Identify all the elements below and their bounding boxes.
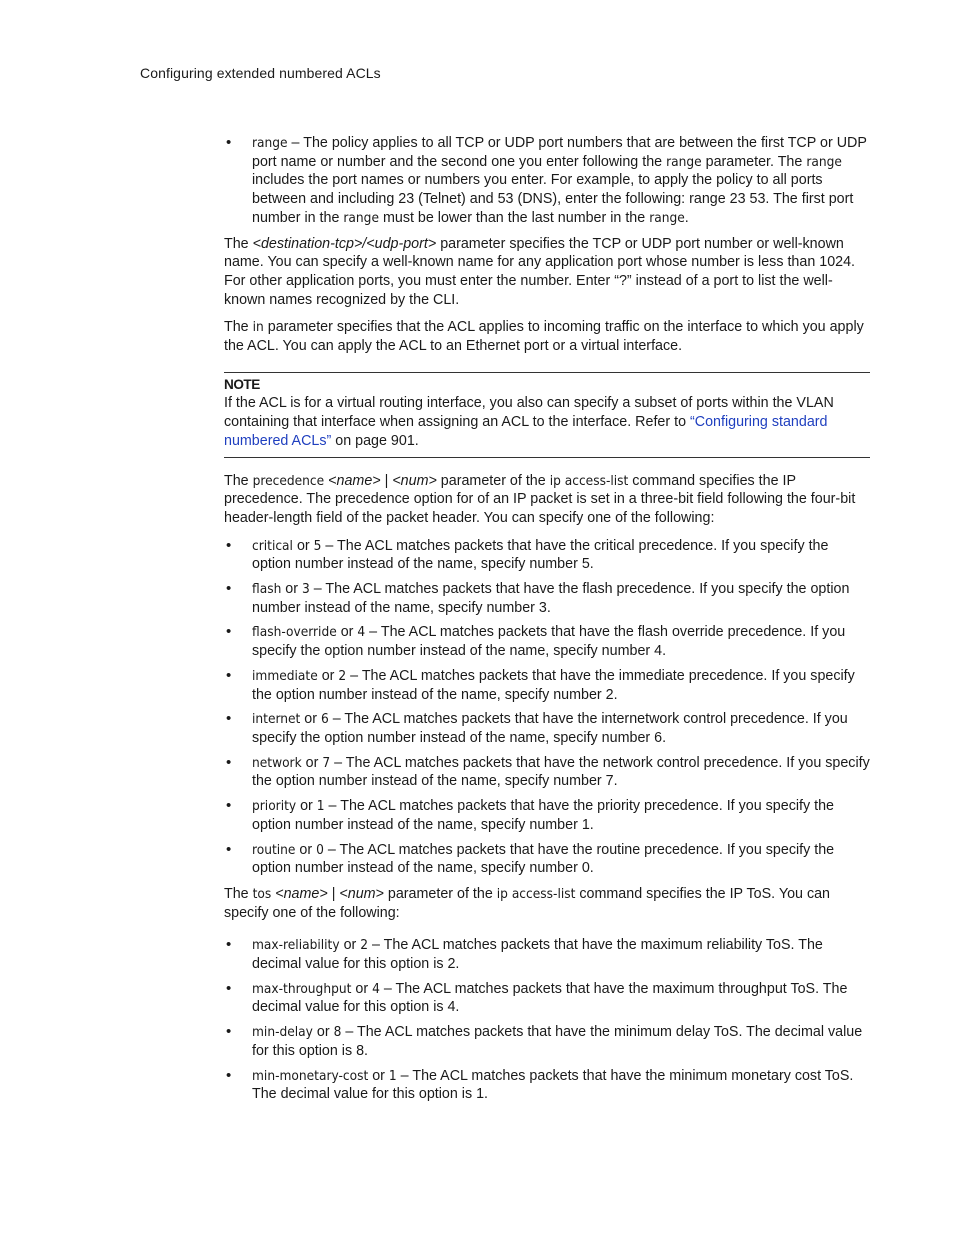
text: must be lower than the last number in the xyxy=(378,209,650,226)
bullet-icon: • xyxy=(226,936,232,954)
list-item xyxy=(224,797,870,834)
list-item xyxy=(224,710,870,747)
note-text xyxy=(224,394,870,450)
keyword: ip access-list xyxy=(549,472,629,489)
option-number: 6 xyxy=(321,711,329,728)
keyword: tos xyxy=(252,885,272,902)
keyword: range xyxy=(343,209,379,226)
text: The xyxy=(224,319,253,336)
keyword: range xyxy=(806,153,842,170)
option-number: 8 xyxy=(333,1024,342,1041)
bullet-icon: • xyxy=(226,666,232,684)
keyword: flash xyxy=(252,581,282,598)
text: or xyxy=(292,537,314,554)
note-box xyxy=(224,372,870,458)
text: . xyxy=(684,209,689,226)
bullet-icon: • xyxy=(226,1023,232,1041)
text: parameter of the xyxy=(383,885,497,902)
option-number: 7 xyxy=(322,754,331,771)
keyword: min-monetary-cost xyxy=(252,1067,369,1084)
text: or xyxy=(339,937,361,954)
variable: <num> xyxy=(339,885,384,902)
text: The xyxy=(224,235,253,252)
option-number: 2 xyxy=(338,667,347,684)
text: – The ACL matches packets that have the maximum reliability ToS. The decimal value for this option is 2. xyxy=(252,937,823,973)
keyword: precedence xyxy=(252,472,325,489)
text: parameter specifies the TCP or UDP port number or well-known name. You can specify a well-known name for any application port whose number is less than 1024. For other application ports, you must enter the number. Enter “?” instead of a port to list the well-known names recognized by the CLI. xyxy=(224,235,856,308)
text: – The ACL matches packets that have the critical precedence. If you specify the option number instead of the name, specify number 5. xyxy=(252,537,829,573)
variable: <num> xyxy=(392,472,437,489)
text: includes the port names or numbers you enter. For example, to apply the policy to all ports between and including 23 (Telnet) and 53 (DNS), enter the following: range 23 53. The first port number in the xyxy=(252,172,854,226)
list-item xyxy=(224,936,870,973)
text: command specifies the IP precedence. The precedence option for of an IP packet is set in a three-bit field following the four-bit header-length field of the packet header. You can specify one of the following: xyxy=(224,472,856,526)
keyword: max-reliability xyxy=(252,937,340,954)
text: – The ACL matches packets that have the immediate precedence. If you specify the option number instead of the name, specify number 2. xyxy=(252,667,855,703)
list-item xyxy=(224,134,870,228)
option-number: 3 xyxy=(302,581,310,598)
keyword: range xyxy=(252,135,288,151)
page-body xyxy=(224,134,870,1111)
paragraph-tos xyxy=(224,885,870,922)
text: or xyxy=(300,711,321,728)
keyword: range xyxy=(649,209,685,226)
text: – The ACL matches packets that have the minimum delay ToS. The decimal value for this option is 8. xyxy=(252,1024,863,1059)
option-number: 1 xyxy=(316,798,325,815)
text: parameter of the xyxy=(436,472,550,489)
text: command specifies the IP ToS. You can specify one of the following: xyxy=(224,885,830,921)
text: – The ACL matches packets that have the routine precedence. If you specify the option number instead of the name, specify number 0. xyxy=(252,841,835,877)
bullet-icon: • xyxy=(226,710,232,728)
keyword: network xyxy=(252,754,302,771)
paragraph-destination xyxy=(224,235,870,310)
list-item xyxy=(224,841,870,878)
option-number: 0 xyxy=(316,841,324,858)
list-item xyxy=(224,980,870,1017)
text: The xyxy=(224,885,253,902)
text: | xyxy=(327,885,340,902)
keyword: flash-override xyxy=(252,624,337,641)
text: or xyxy=(295,841,317,858)
running-head: Configuring extended numbered ACLs xyxy=(140,65,381,81)
keyword: priority xyxy=(252,798,297,815)
text: or xyxy=(312,1024,334,1041)
keyword: in xyxy=(252,319,264,336)
text: or xyxy=(336,624,358,641)
bullet-icon: • xyxy=(226,580,232,598)
list-item xyxy=(224,1023,870,1060)
text: parameter. The xyxy=(701,153,807,170)
bullet-icon: • xyxy=(226,797,232,815)
text: – The ACL matches packets that have the network control precedence. If you specify the option number instead of the name, specify number 7. xyxy=(252,754,870,790)
list-item xyxy=(224,667,870,704)
keyword: range xyxy=(666,153,702,170)
bullet-icon: • xyxy=(226,1066,232,1084)
tos-list xyxy=(224,936,870,1104)
text: If the ACL is for a virtual routing interface, you also can specify a subset of ports within the VLAN containing that interface when assigning an ACL to the interface. Refer to xyxy=(224,395,834,431)
text: or xyxy=(281,581,302,598)
list-item xyxy=(224,537,870,574)
bullet-icon: • xyxy=(226,840,232,858)
bullet-icon: • xyxy=(226,753,232,771)
text: The xyxy=(224,472,253,489)
text: or xyxy=(296,798,317,815)
keyword: internet xyxy=(252,711,301,728)
variable: <name> xyxy=(328,472,381,489)
option-number: 5 xyxy=(313,537,322,554)
cross-reference-link[interactable]: “Configuring standard numbered ACLs” xyxy=(224,414,828,449)
list-item xyxy=(224,623,870,660)
text: – The ACL matches packets that have the flash override precedence. If you specify the option number instead of the name, specify number 4. xyxy=(252,624,846,660)
text: – The ACL matches packets that have the maximum throughput ToS. The decimal value for this option is 4. xyxy=(252,980,848,1016)
keyword: ip access-list xyxy=(496,885,576,902)
bullet-icon: • xyxy=(226,134,232,151)
bullet-icon: • xyxy=(226,536,232,554)
text: or xyxy=(368,1067,389,1084)
note-title: NOTE xyxy=(224,376,260,392)
list-item xyxy=(224,754,870,791)
text: | xyxy=(380,472,393,489)
list-item xyxy=(224,1067,870,1104)
text: or xyxy=(317,667,339,684)
text: – The policy applies to all TCP or UDP port numbers that are between the first TCP or UDP port name or number and the second one you enter following the xyxy=(252,135,867,170)
paragraph-precedence xyxy=(224,472,870,528)
list-item xyxy=(224,580,870,617)
variable: <name> xyxy=(275,885,328,902)
text: on page 901. xyxy=(331,432,419,449)
bullet-icon: • xyxy=(226,623,232,641)
option-number: 2 xyxy=(360,937,369,954)
text: or xyxy=(351,980,373,997)
option-number: 1 xyxy=(388,1067,397,1084)
keyword: critical xyxy=(252,537,293,554)
text: – The ACL matches packets that have the internetwork control precedence. If you specify the option number instead of the name, specify number 6. xyxy=(252,711,848,746)
text: – The ACL matches packets that have the flash precedence. If you specify the option number instead of the name, specify number 3. xyxy=(252,581,850,616)
paragraph-in xyxy=(224,318,870,355)
keyword: max-throughput xyxy=(252,980,352,997)
text: or xyxy=(301,754,323,771)
bullet-icon: • xyxy=(226,979,232,997)
variable: <destination-tcp>/<udp-port> xyxy=(252,235,437,252)
text: – The ACL matches packets that have the priority precedence. If you specify the option number instead of the name, specify number 1. xyxy=(252,798,834,833)
precedence-list xyxy=(224,537,870,878)
option-number: 4 xyxy=(357,624,366,641)
option-number: 4 xyxy=(372,980,380,997)
keyword: immediate xyxy=(252,667,318,684)
range-list xyxy=(224,134,870,228)
keyword: routine xyxy=(252,841,296,858)
keyword: min-delay xyxy=(252,1024,313,1041)
text: – The ACL matches packets that have the minimum monetary cost ToS. The decimal value for this option is 1. xyxy=(252,1067,854,1103)
text: parameter specifies that the ACL applies to incoming traffic on the interface to which you apply the ACL. You can apply the ACL to an Ethernet port or a virtual interface. xyxy=(224,319,864,355)
